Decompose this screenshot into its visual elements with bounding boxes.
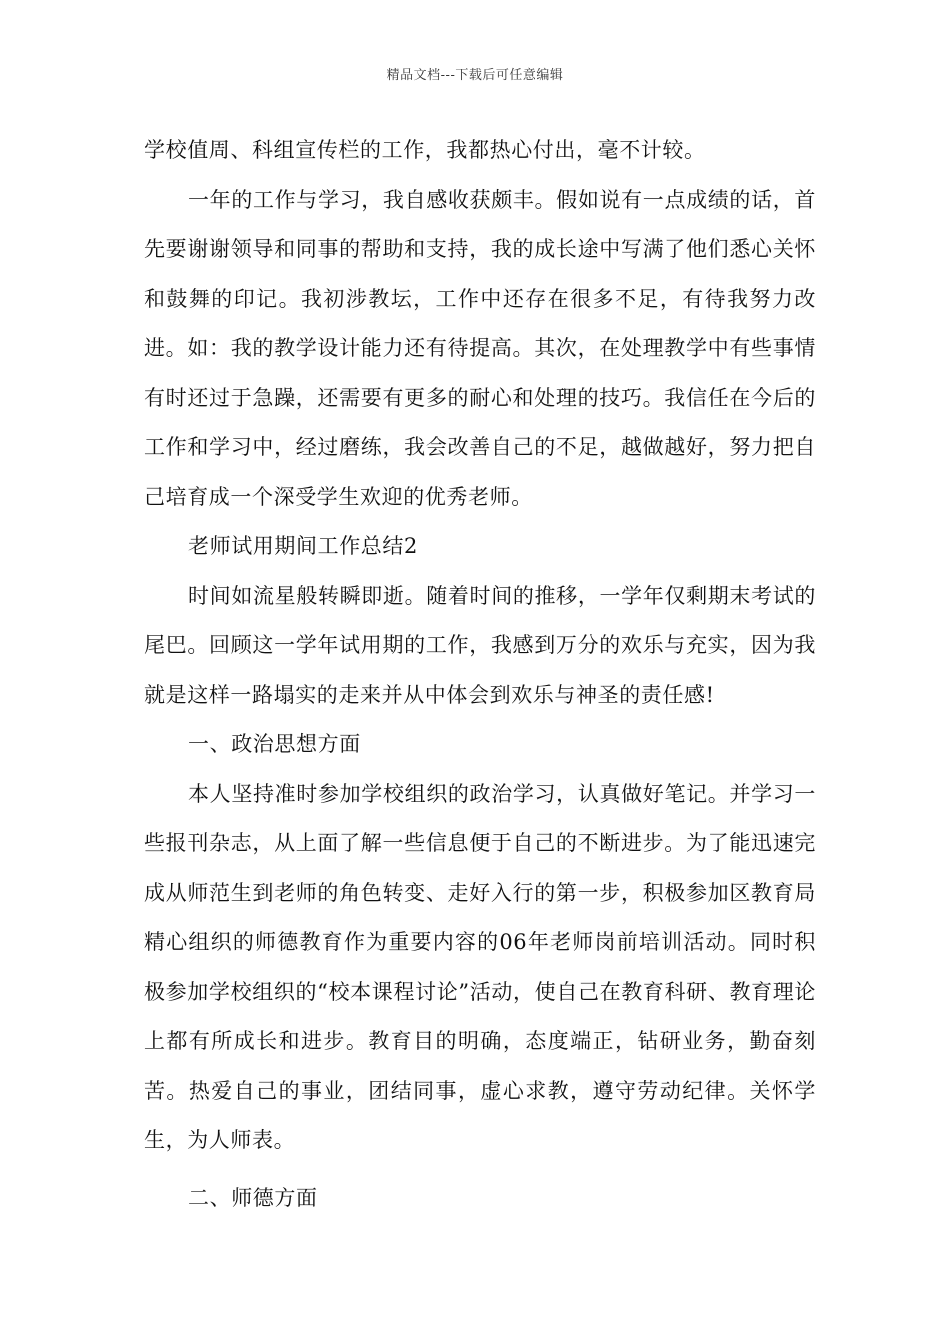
document-body [144, 126, 816, 1223]
paragraph-year-summary: 一年的工作与学习，我自感收获颇丰。假如说有一点成绩的话，首先要谢谢领导和同事的帮助和支持，我的成长途中写满了他们悉心关怀和鼓舞的印记。我初涉教坛，工作中还存在很多不足，有待我努力改进。如：我的教学设计能力还有待提高。其次，在处理教学中有些事情有时还过于急躁，还需要有更多的耐心和处理的技巧。我信任在今后的工作和学习中，经过磨练，我会改善自己的不足，越做越好，努力把自己培育成一个深受学生欢迎的优秀老师。 [144, 187, 816, 509]
section-title: 老师试用期间工作总结2 [188, 534, 418, 558]
page-header: 精品文档---下载后可任意编辑 [386, 68, 564, 83]
paragraph-time-passing: 时间如流星般转瞬即逝。随着时间的推移，一学年仅剩期末考试的尾巴。回顾这一学年试用期的工作，我感到万分的欢乐与充实，因为我就是这样一路塌实的走来并从中体会到欢乐与神圣的责任感! [144, 583, 816, 707]
section-heading-politics: 一、政治思想方面 [188, 732, 361, 756]
paragraph-politics: 本人坚持准时参加学校组织的政治学习，认真做好笔记。并学习一些报刊杂志，从上面了解一些信息便于自己的不断进步。为了能迅速完成从师范生到老师的角色转变、走好入行的第一步，积极参加区教育局精心组织的师德教育作为重要内容的06年老师岗前培训活动。同时积极参加学校组织的“校本课程讨论”活动，使自己在教育科研、教育理论上都有所成长和进步。教育目的明确，态度端正，钻研业务，勤奋刻苦。热爱自己的事业，团结同事，虚心求教，遵守劳动纪律。关怀学生，为人师表。 [144, 781, 816, 1152]
paragraph-continuation: 学校值周、科组宣传栏的工作，我都热心付出，毫不计较。 [144, 138, 706, 162]
section-heading-ethics: 二、师德方面 [188, 1185, 318, 1210]
